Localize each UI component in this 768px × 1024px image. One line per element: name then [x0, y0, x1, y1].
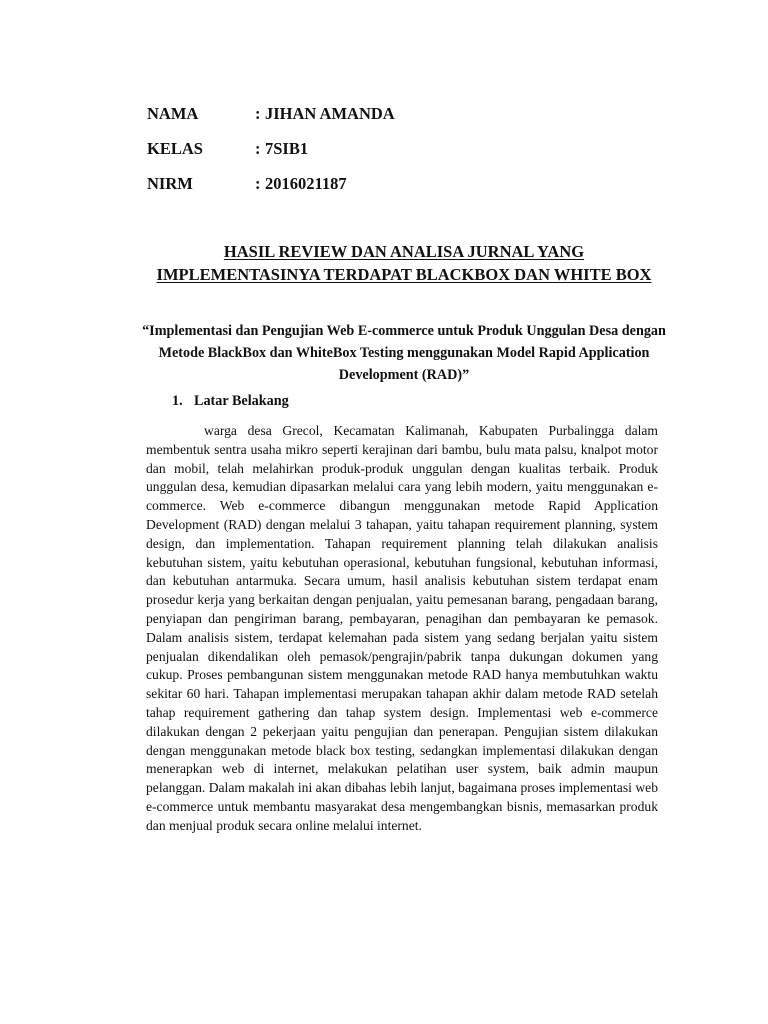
section-number: 1.	[172, 393, 183, 409]
identity-value-nirm: 2016021187	[265, 174, 347, 193]
section-heading	[172, 390, 289, 412]
identity-row-nirm	[147, 174, 347, 194]
identity-row-kelas	[147, 139, 308, 159]
identity-value-nama: JIHAN AMANDA	[265, 104, 395, 123]
identity-separator: :	[255, 104, 261, 123]
identity-row-nama	[147, 104, 395, 124]
identity-separator: :	[255, 174, 261, 193]
identity-label-nama: NAMA	[147, 104, 199, 123]
identity-label-kelas: KELAS	[147, 139, 203, 158]
identity-value-kelas: 7SIB1	[265, 139, 309, 158]
section-heading-text: Latar Belakang	[194, 393, 289, 409]
identity-separator: :	[255, 139, 261, 158]
journal-title: “Implementasi dan Pengujian Web E-commerce untuk Produk Unggulan Desa dengan Metode BlackBox dan WhiteBox Testing menggunakan Model Rapid Application Development (RAD)”	[142, 323, 666, 383]
document-title: HASIL REVIEW DAN ANALISA JURNAL YANG IMPLEMENTASINYA TERDAPAT BLACKBOX DAN WHITE BOX	[156, 242, 652, 284]
body-paragraph: warga desa Grecol, Kecamatan Kalimanah, Kabupaten Purbalingga dalam membentuk sentra usaha mikro seperti kerajinan dari bambu, bulu mata palsu, knalpot motor dan mobil, telah melahirkan produk-produk unggulan dengan kualitas terbaik. Produk unggulan desa, kemudian dipasarkan melalui cara yang lebih modern, yaitu menggunakan e-commerce. Web e-commerce dibangun menggunakan metode Rapid Application Development (RAD) dengan melalui 3 tahapan, yaitu tahapan requirement planning, system design, dan implementation. Tahapan requirement planning telah dilakukan analisis kebutuhan sistem, yaitu kebutuhan operasional, kebutuhan fungsional, kebutuhan informasi, dan kebutuhan antarmuka. Secara umum, hasil analisis kebutuhan sistem terdapat enam prosedur kerja yang berkaitan dengan penjualan, yaitu pemesanan barang, pengadaan barang, penyiapan dan pengiriman barang, pembayaran, penagihan dan pembayaran ke pemasok. Dalam analisis sistem, terdapat kelemahan pada sistem yang sedang berjalan yaitu sistem penjualan dikendalikan oleh pemasok/pengrajin/pabrik tanpa dukungan dokumen yang cukup. Proses pembangunan sistem menggunakan metode RAD hanya membutuhkan waktu sekitar 60 hari. Tahapan implementasi merupakan tahapan akhir dalam metode RAD setelah tahap requirement gathering dan tahap system design. Implementasi web e-commerce dilakukan dengan 2 pekerjaan yaitu pengujian dan penerapan. Pengujian sistem dilakukan dengan menggunakan metode black box testing, sedangkan implementasi dilakukan dengan menerapkan web di internet, melakukan pelatihan user system, baik admin maupun pelanggan. Dalam makalah ini akan dibahas lebih lanjut, bagaimana proses implementasi web e-commerce untuk membantu masyarakat desa mengembangkan bisnis, memasarkan produk dan menjual produk secara online melalui internet.	[146, 423, 658, 833]
identity-label-nirm: NIRM	[147, 174, 193, 193]
